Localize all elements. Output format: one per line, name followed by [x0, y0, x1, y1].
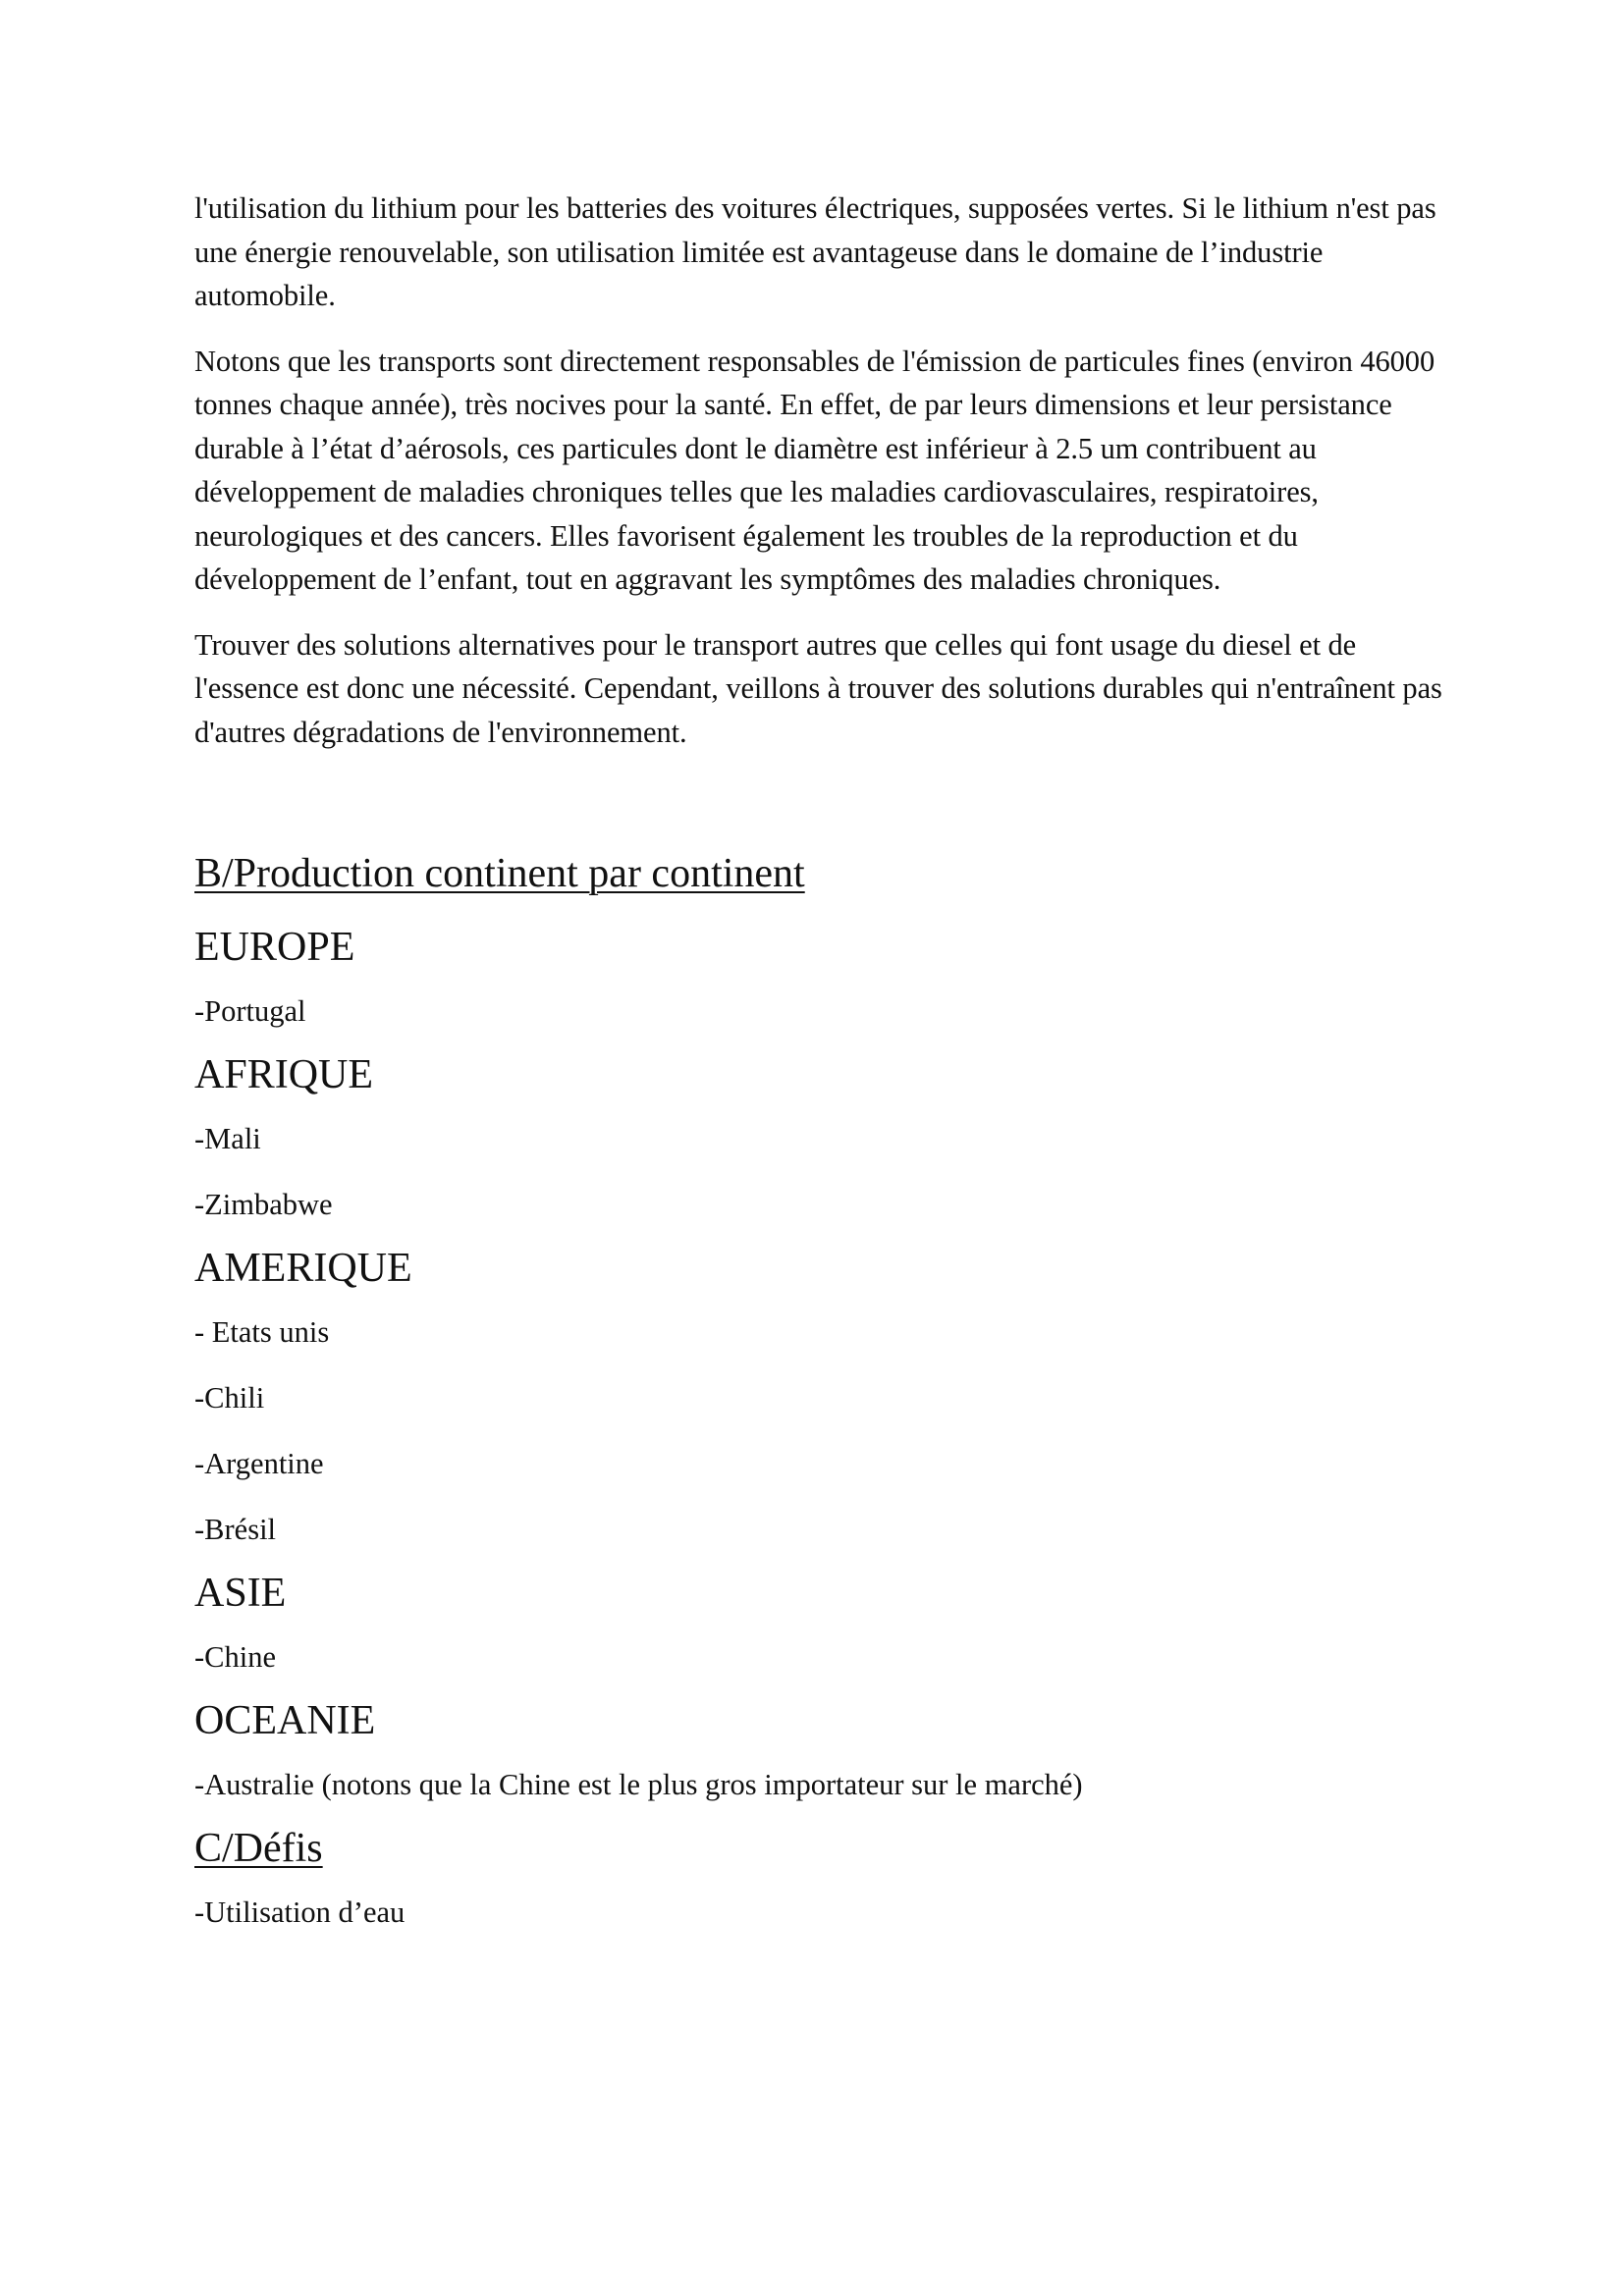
spacer	[194, 754, 1451, 845]
section-b-title: B/Production continent par continent	[194, 851, 805, 896]
country-item: -Portugal	[194, 994, 306, 1028]
continent-heading-asie: ASIE	[194, 1571, 287, 1616]
country-item: -Mali	[194, 1122, 261, 1155]
continent-heading-amerique: AMERIQUE	[194, 1246, 412, 1291]
continent-heading-oceanie: OCEANIE	[194, 1698, 376, 1743]
country-item: - Etats unis	[194, 1315, 330, 1349]
section-c-title: C/Défis	[194, 1826, 323, 1871]
continent-heading-europe: EUROPE	[194, 925, 355, 970]
country-item: -Zimbabwe	[194, 1188, 333, 1221]
paragraph-particules-fines: Notons que les transports sont directement responsables de l'émission de particules fines (environ 46000 tonnes chaque année), très nocives pour la santé. En effet, de par leurs dimensions et leur persistance durable à l’état d’aérosols, ces particules dont le diamètre est inférieur à 2.5 um contribuent au développement de maladies chroniques telles que les maladies cardiovasculaires, respiratoires, neurologiques et des cancers. Elles favorisent également les troubles de la reproduction et du développement de l’enfant, tout en aggravant les symptômes des maladies chroniques.	[194, 344, 1435, 596]
country-item: -Chine	[194, 1640, 277, 1674]
country-item: -Argentine	[194, 1447, 324, 1480]
paragraph-solutions: Trouver des solutions alternatives pour le transport autres que celles qui font usage du diesel et de l'essence est donc une nécessité. Cependant, veillons à trouver des solutions durables qui n'entraînent pas d'autres dégradations de l'environnement.	[194, 627, 1442, 749]
continent-heading-afrique: AFRIQUE	[194, 1052, 374, 1097]
country-item: -Australie (notons que la Chine est le plus gros importateur sur le marché)	[194, 1768, 1083, 1801]
document-page	[194, 187, 1451, 1934]
challenge-item: -Utilisation d’eau	[194, 1896, 406, 1929]
paragraph-lithium: l'utilisation du lithium pour les batteries des voitures électriques, supposées vertes. Si le lithium n'est pas une énergie renouvelable, son utilisation limitée est avantageuse dans le domaine de l’industrie automobile.	[194, 191, 1436, 312]
country-item: -Brésil	[194, 1513, 277, 1546]
country-item: -Chili	[194, 1381, 265, 1415]
